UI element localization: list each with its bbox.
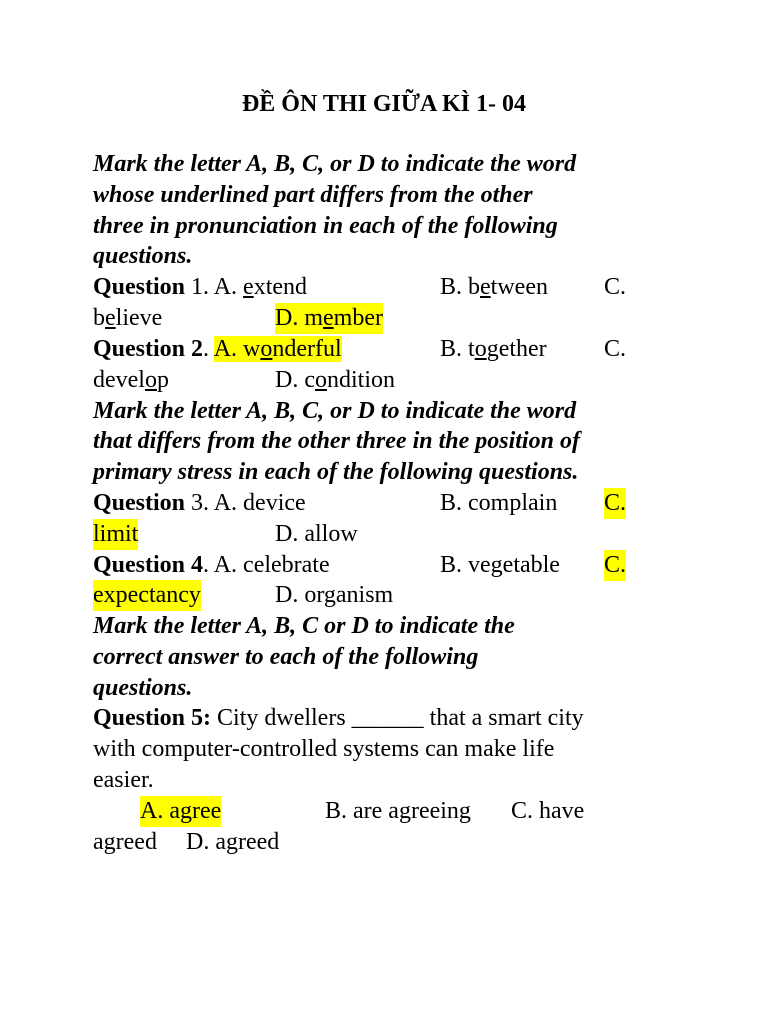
option-b: B. are agreeing [325,798,471,824]
question-1-label: Question 1. A. extend [93,274,308,300]
instruction-line: that differs from the other three in the position of [93,428,580,454]
question-4-line-2 [93,580,693,611]
question-1-line-2 [93,303,693,334]
option-d-answer: D. member [275,303,383,334]
question-4-line-1 [93,550,693,581]
option-b: B. between [440,274,548,300]
option-c-continued: agreed [93,829,157,855]
option-c-answer: expectancy [93,580,201,611]
question-2-line-1 [93,334,693,365]
instruction-line: whose underlined part differs from the other [93,182,533,208]
option-d: D. organism [275,582,394,608]
option-c-letter-answer: C. [604,488,626,519]
option-a: A. celebrate [213,552,330,578]
instruction-line: questions. [93,675,193,701]
option-b: B. together [440,336,547,362]
instruction-line: questions. [93,243,193,269]
option-c-letter: C. [604,336,627,362]
instruction-line: Mark the letter A, B, C or D to indicate the [93,613,515,639]
question-2-line-2 [93,365,693,396]
instruction-line: three in pronunciation in each of the following [93,213,558,239]
option-c: develop [93,367,169,393]
option-d: D. condition [275,367,395,393]
option-b: B. vegetable [440,552,560,578]
question-2-label: Question 2. A. wonderful [93,336,342,362]
option-a: A. extend [213,274,308,300]
option-c: C. have [511,798,585,824]
option-c-answer: limit [93,519,138,550]
instruction-line: correct answer to each of the following [93,644,479,670]
question-5-stem: easier. [93,767,154,793]
option-c-letter: C. [604,274,627,300]
question-5-label: Question 5: [93,705,212,731]
question-1-line-1 [93,272,693,303]
question-4-label: Question 4. A. celebrate [93,552,330,578]
instruction-line: Mark the letter A, B, C, or D to indicate the word [93,151,577,177]
question-5-stem: with computer-controlled systems can make life [93,736,555,762]
question-5-options-line-1 [93,796,693,827]
page-title: ĐỀ ÔN THI GIỮA KÌ 1- 04 [241,91,527,117]
option-c-letter-answer: C. [604,550,626,581]
question-3-line-1 [93,488,693,519]
option-d: D. allow [275,521,358,547]
question-5-options-line-2 [93,827,693,858]
option-a: A. device [213,490,306,516]
option-b: B. complain [440,490,558,516]
option-c: believe [93,305,163,331]
instruction-line: Mark the letter A, B, C, or D to indicate the word [93,398,577,424]
question-5-line-1 [93,703,584,734]
question-3-line-2 [93,519,693,550]
instruction-line: primary stress in each of the following questions. [93,459,579,485]
option-a-answer: A. agree [140,796,221,827]
question-3-label: Question 3. A. device [93,490,306,516]
option-d: D. agreed [186,829,280,855]
option-a-answer: A. wonderful [213,336,342,362]
question-5-stem: City dwellers ______ that a smart city [211,705,584,731]
